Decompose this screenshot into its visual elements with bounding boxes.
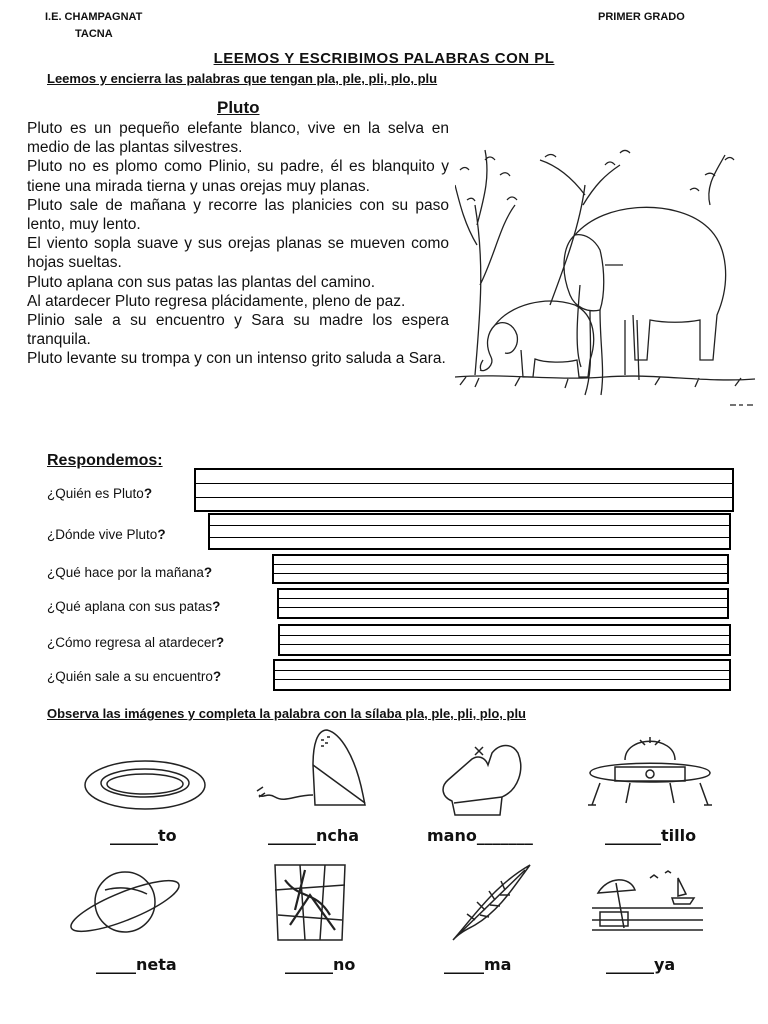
story-paragraph: Pluto sale de mañana y recorre las planicies con su paso lento, muy lento. xyxy=(27,196,449,234)
question-2: ¿Dónde vive Pluto? xyxy=(47,527,166,542)
word-blank-1[interactable]: ______to xyxy=(110,826,177,845)
story-paragraph: Pluto levante su trompa y con un intenso grito saluda a Sara. xyxy=(27,350,446,368)
planet-icon xyxy=(65,860,185,945)
word-blank-2[interactable]: ______ncha xyxy=(268,826,360,845)
word-blank-6[interactable]: ______no xyxy=(285,955,356,974)
iron-icon xyxy=(255,725,370,815)
question-3: ¿Qué hace por la mañana? xyxy=(47,565,213,580)
beach-icon xyxy=(590,868,705,943)
answer-box-1[interactable] xyxy=(194,468,734,512)
word-blank-8[interactable]: ______ya xyxy=(606,955,676,974)
oven-mitt-icon xyxy=(430,735,530,820)
story-text xyxy=(27,119,449,369)
answer-box-6[interactable] xyxy=(273,659,731,691)
feather-icon xyxy=(445,860,535,945)
ufo-icon xyxy=(580,725,720,815)
city-name: TACNA xyxy=(75,28,113,40)
story-paragraph: Pluto no es plomo como Plinio, su padre, él es blanquito y tiene una mirada tierna y unas orejas muy planas. xyxy=(27,158,449,195)
page-title: LEEMOS Y ESCRIBIMOS PALABRAS CON PL xyxy=(213,50,555,67)
story-paragraph: El viento sopla suave y sus orejas planas se mueven como hojas sueltas. xyxy=(27,235,449,272)
word-blank-7[interactable]: _____ma xyxy=(444,955,512,974)
word-blank-3[interactable]: mano_______ xyxy=(427,826,533,845)
map-icon xyxy=(270,860,350,945)
question-1: ¿Quién es Pluto? xyxy=(47,486,153,501)
elephants-illustration xyxy=(455,145,760,420)
respond-title: Respondemos: xyxy=(47,452,163,469)
question-6: ¿Quién sale a su encuentro? xyxy=(47,669,222,684)
answer-box-5[interactable] xyxy=(278,624,731,656)
story-paragraph: Pluto es un pequeño elefante blanco, vive en la selva en medio de las plantas silvestres. xyxy=(27,120,449,157)
story-paragraph: Plinio sale a su encuentro y Sara su madre los espera tranquila. xyxy=(27,312,449,349)
story-paragraph: Al atardecer Pluto regresa plácidamente, pleno de paz. xyxy=(27,292,406,310)
word-blank-5[interactable]: _____neta xyxy=(96,955,177,974)
story-title: Pluto xyxy=(217,98,260,117)
question-5: ¿Cómo regresa al atardecer? xyxy=(47,635,225,650)
grade-label: PRIMER GRADO xyxy=(598,11,685,23)
answer-box-4[interactable] xyxy=(277,588,729,619)
school-name: I.E. CHAMPAGNAT xyxy=(45,11,143,23)
instruction-complete: Observa las imágenes y completa la palabra con la sílaba pla, ple, pli, plo, plu xyxy=(47,706,527,721)
plate-icon xyxy=(80,755,210,815)
question-4: ¿Qué aplana con sus patas? xyxy=(47,599,221,614)
word-blank-4[interactable]: _______tillo xyxy=(605,826,697,845)
answer-box-3[interactable] xyxy=(272,554,729,584)
instruction-read: Leemos y encierra las palabras que tengan pla, ple, pli, plo, plu xyxy=(47,71,438,86)
story-paragraph: Pluto aplana con sus patas las plantas del camino. xyxy=(27,273,376,291)
answer-box-2[interactable] xyxy=(208,513,731,550)
